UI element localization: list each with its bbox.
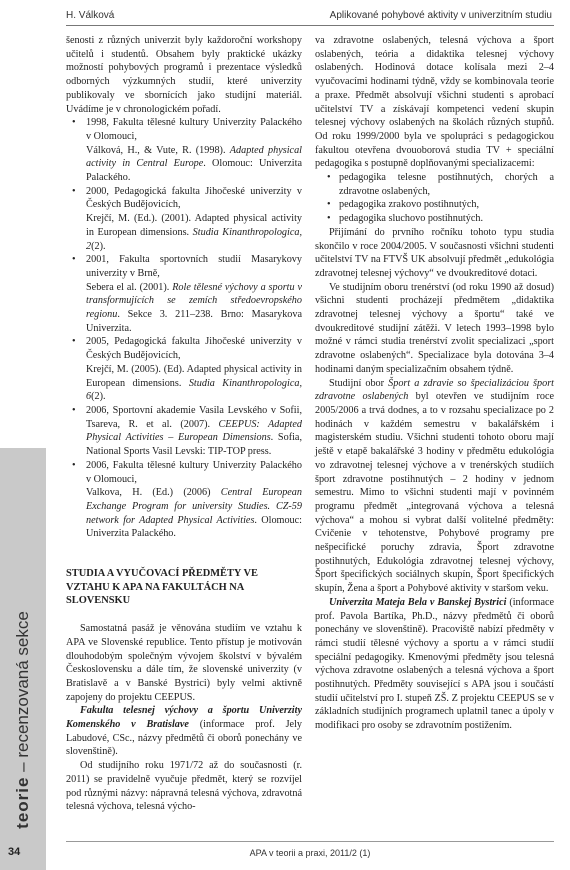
ref-italic: Adapted physical activity in Central Europe: [86, 144, 302, 170]
running-header-author: H. Válková: [66, 10, 115, 21]
paragraph: Od studijního roku 1971/72 až do současnosti (r. 2011) se pravidelně vyučuje předmět, který se rozvíjel pod různými názvy: nápravná telesná výchova, zdravotná telesná výchova, telesná výcho-: [66, 760, 302, 813]
ref-plain: Sebera el al. (2001).: [86, 281, 173, 293]
list-item: [66, 185, 302, 254]
workshop-list: [66, 116, 302, 541]
list-item: [66, 116, 302, 185]
section-label-bold: teorie: [13, 776, 32, 829]
specialization-list: [325, 171, 554, 226]
footer-rule: [66, 841, 554, 842]
paragraph-text: (informace prof. Pavola Bartíka, Ph.D., názvy předmětů či oborů ponechány ve slovenštině). Pracoviště nabízí předměty v rámci studií tělesné výchovy a sportu a v rámci studií speciální pedagogiky. Kmenovými předměty jsou telesná výchova zdravotne oslabených a telesná výchova a šport postihnutých. Předměty související s APA jsou i součástí studií učitelství pro I. stupeň ZŠ. Z projektu CEEPUS se v základních studijních programech uplatnil tanec a úpoly v modifikaci pro osoby se zdravotním postižením.: [315, 596, 555, 732]
paragraph: Ve studijním oboru trenérství (od roku 1990 až dosud) všichni studenti procházejí předmětem „didaktika zdravotnej telesnej výchovy a športu“ také ve dvoukreditové studijní zátěži. V letech 1993–1998 bylo možné v rámci studia trenérství zvolit specializaci „sport zdravotne oslabených“. Specializace byla dotována 3–4 hodinami daným specializačním obsahem týdně.: [315, 281, 554, 375]
ref-italic: Studia Kinanthropologica, 6: [86, 377, 302, 403]
ref-italic: CEEPUS: Adapted Physical Activities – European Dimensions: [86, 418, 302, 444]
ref-plain: 2006, Sportovní akademie Vasila Levského v Sofii, Tsareva, R. et al. (2007).: [86, 404, 302, 430]
left-column: [66, 34, 302, 814]
list-item: [66, 404, 302, 459]
event-line: 2000, Pedagogická fakulta Jihočeské univerzity v Českých Budějovicích,: [86, 185, 302, 211]
ref-tail: (2).: [91, 240, 106, 252]
institution-name: Univerzita Mateja Bela v Banskej Bystrici: [329, 596, 507, 608]
ref-tail: . Olomouc: Univerzita Palackého.: [86, 514, 302, 540]
section-label-rest: – recenzovaná sekce: [13, 611, 32, 777]
ref-plain: Krejčí, M. (Ed.). (2001). Adapted physical activity in European dimensions.: [86, 213, 302, 238]
ref-tail: . Sofia, National Sports Vasil Levski: TIP-TOP press.: [86, 432, 302, 458]
ref-plain: Valkova, H. (Ed.) (2006): [86, 487, 221, 499]
program-name: Šport a zdravie so špecializáciou šport zdravotne oslabených: [315, 377, 554, 403]
list-item: • pedagogika zrakovo postihnutých,: [325, 198, 554, 212]
list-item: [66, 335, 302, 404]
paragraph: Přijímání do prvního ročníku tohoto typu studia skončilo v roce 2004/2005. V současnosti všichni studenti učitelství TV na FTVŠ UK absolvují předmět „edukológia zdravotnej telesnej výchovy“ ve dvoukreditové dotaci.: [315, 226, 554, 279]
list-item: [66, 459, 302, 541]
ref-italic: Central European Exchange Program for university Studies. CZ-59 network for Adapted Physical Activities: [86, 487, 302, 526]
list-item: [66, 253, 302, 335]
paragraph: Samostatná pasáž je věnována studiím ve vztahu k APA ve Slovenské republice. Tento přístup je motivován dlouhodobým společným vývojem školství v bývalém Československu a dále tím, že slovenské univerzity (v Bratislavě a v Banské Bystrici) byly velmi aktivně zapojeny do projektu CEEPUS.: [66, 623, 302, 703]
paragraph: [315, 596, 554, 733]
institution-name: Fakulta telesnej výchovy a športu Univerzity Komenského v Bratislave: [66, 705, 302, 731]
list-item: • pedagogika sluchovo postihnutých.: [325, 212, 554, 226]
event-line: 2006, Fakulta tělesné kultury Univerzity Palackého v Olomouci,: [86, 459, 302, 485]
page-number: 34: [8, 846, 21, 858]
event-line: 2005, Pedagogická fakulta Jihočeské univerzity v Českých Budějovicích,: [86, 336, 302, 362]
footer-citation: APA v teorii a praxi, 2011/2 (1): [249, 848, 371, 858]
ref-italic: Studia Kinanthropologica, 2: [86, 226, 302, 252]
ref-plain: Válková, H., & Vute, R. (1998).: [86, 144, 230, 156]
paragraph: [315, 377, 554, 596]
paragraph: [66, 704, 302, 759]
ref-italic: Role tělesné výchovy a sportu v transformujících se zemích středoevropského regionu: [86, 281, 303, 321]
event-line: 1998, Fakulta tělesné kultury Univerzity Palackého v Olomouci,: [86, 117, 302, 142]
paragraph-text: Studijní obor: [329, 377, 389, 389]
paragraph-text: byl otevřen ve studijním roce 2005/2006 a trvá dodnes, a to v rozsahu specializace po 2 hodinách v každém semestru v bakalářském i magisterském studiu. Všichni studenti tohoto oboru mají ještě v etapě bakalářské 3 hodiny v předmětu edukológia vo zdravotnej telesnej výchove a v trenérských studiích šport zdravotne postihnutých – 2 hodiny v jednom semestru. Mimo to všichni studenti mají v povinném programu předmět „integrovaná výchova a telesná výchova“ a mohou si vybrat další volitelné předměty: Cvičenie v tehotenstve, Pohybové programy pre nešpecifické poruchy zdravia, Šport zdravotne postihnutých, Edukológia zdravotnej telesnej výchovy, Šport špecifických sociálnych skupín, Šport špecifických skupín, Žena a šport a Pohybové aktivity v staršom veku.: [315, 391, 554, 595]
running-header-title: Aplikované pohybové aktivity v univerzitním studiu: [329, 10, 552, 21]
list-item: • pedagogika telesne postihnutých, chorých a zdravotne oslabených,: [325, 171, 554, 198]
section-label: [13, 611, 33, 829]
section-heading: STUDIA A VYUČOVACÍ PŘEDMĚTY VE VZTAHU K APA NA FAKULTÁCH NA SLOVENSKU: [66, 568, 258, 607]
ref-tail: . Sekce 3. 211–238. Brno: Masarykova Univerzita.: [86, 309, 302, 334]
intro-paragraph: šenosti z různých univerzit byly každoroční workshopy učitelů i studentů. Obsahem byly praktické ukázky možností pohybových programů i prezentace výsledků odborných výzkumných studií, které univerzity publikovaly ve sbornících jako studijní materiál. Uvádíme je v chronologickém pořadí.: [66, 35, 302, 115]
paragraph-text: (informace prof. Jely Labudové, CSc., názvy předmětů či oborů ponechány ve slovenštině).: [66, 719, 302, 758]
ref-plain: Krejčí, M. (2005). (Ed). Adapted physical activity in European dimensions.: [86, 363, 302, 389]
event-line: 2001, Fakulta sportovních studií Masarykovy univerzity v Brně,: [86, 254, 302, 279]
header-rule: [66, 25, 554, 26]
right-column: [315, 34, 554, 733]
paragraph: va zdravotne oslabených, telesná výchova a šport oslabených, teória a didaktika telesnej výchovy oslabených. Hodinová dotace kolísala mezi 2–4 vyučovacími hodinami týdně, vždy se kombinovala teorie a praxe. Předmět absolvují všichni studenti s aprobací učitelství TV a získávají kompetenci vedení skupin telesnej výchovy oslabených na školách různých stupňů. Od roku 1999/2000 byla ve spolupráci s pedagogickou fakultou otevřena dvouoborová studia TV + speciální pedagogika s postupně doplňovanými specializacemi:: [315, 35, 554, 170]
ref-tail: (2).: [91, 391, 106, 403]
ref-tail: . Olomouc: Univerzita Palackého.: [86, 158, 302, 184]
